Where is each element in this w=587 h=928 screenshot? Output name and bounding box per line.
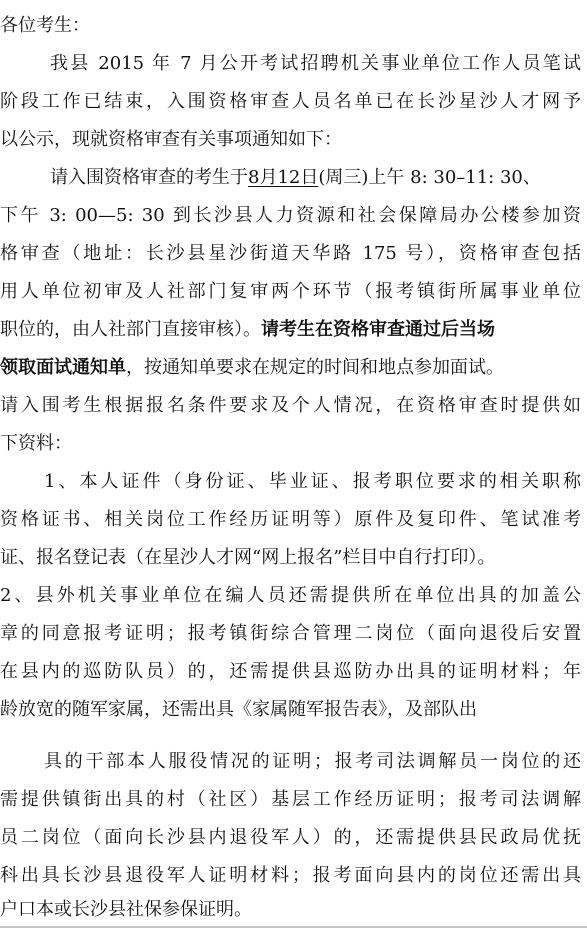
item-2-line-2: 章的同意报考证明；报考镇街综合管理二岗位（面向退役后安置 (0, 623, 581, 644)
item-2-line-5: 具的干部本人服役情况的证明；报考司法调解员一岗位的还 (44, 751, 581, 772)
item-1-line-3: 证、报名登记表（在星沙人才网“网上报名”栏目中自行打印）。 (0, 547, 496, 568)
p2-line6-bold: 领取面试通知单 (0, 357, 126, 378)
item-2-line-8: 科出具长沙县退役军人证明材料；报考面向县内的岗位还需出具 (0, 865, 581, 886)
paragraph-2-line-8: 下资料： (0, 433, 72, 454)
paragraph-2-line-6 (0, 350, 587, 386)
paragraph-2-line-3: 格审查（地址：长沙县星沙街道天华路 175 号），资格审查包括 (0, 243, 581, 264)
item-2-line-9: 户口本或长沙县社保参保证明。 (0, 899, 252, 920)
p2-line5-pre: 职位的，由人社部门直接审核）。 (0, 319, 261, 340)
p2-line1-pre: 请入围资格审查的考生于 (50, 167, 248, 188)
paragraph-2-line-5 (0, 312, 587, 348)
paragraph-2-line-1 (0, 160, 587, 196)
item-2-line-4: 龄放宽的随军家属，还需出具《家属随军报告表》，及部队出 (0, 699, 477, 720)
item-1-line-2: 资格证书、相关岗位工作经历证明等）原件及复印件、笔试准考 (0, 509, 581, 530)
paragraph-1-line-1: 我县 2015 年 7 月公开考试招聘机关事业单位工作人员笔试 (50, 53, 581, 74)
item-2-line-1: 2、县外机关事业单位在编人员还需提供所在单位出具的加盖公 (0, 585, 581, 606)
paragraph-2-line-2: 下午 3: 00—5: 30 到长沙县人力资源和社会保障局办公楼参加资 (0, 205, 581, 226)
item-1-line-1: 1、本人证件（身份证、毕业证、报考职位要求的相关职称 (44, 471, 581, 492)
item-2-line-6: 需提供镇街出具的村（社区）基层工作经历证明；报考司法调解 (0, 789, 581, 810)
paragraph-2-line-7: 请入围考生根据报名条件要求及个人情况，在资格审查时提供如 (0, 395, 581, 416)
item-2-line-7: 员二岗位（面向长沙县内退役军人）的，还需提供县民政局优抚 (0, 827, 581, 848)
paragraph-1-line-2: 阶段工作已结束，入围资格审查人员名单已在长沙星沙人才网予 (0, 91, 581, 112)
p2-line1-post: (周三)上午 8: 30–11: 30、 (318, 167, 541, 188)
date-underlined: 8月12日 (248, 167, 319, 188)
paragraph-2-line-4: 用人单位初审及人社部门复审两个环节（报考镇街所属事业单位 (0, 281, 581, 302)
p2-line5-bold: 请考生在资格审查通过后当场 (261, 319, 495, 340)
p2-line6-post: ，按通知单要求在规定的时间和地点参加面试。 (126, 357, 504, 378)
item-2-line-3: 在县内的巡防队员）的，还需提供县巡防办出具的证明材料；年 (0, 661, 581, 682)
paragraph-1-line-3: 以公示，现就资格审查有关事项通知如下： (0, 129, 342, 150)
salutation: 各位考生： (0, 15, 90, 36)
